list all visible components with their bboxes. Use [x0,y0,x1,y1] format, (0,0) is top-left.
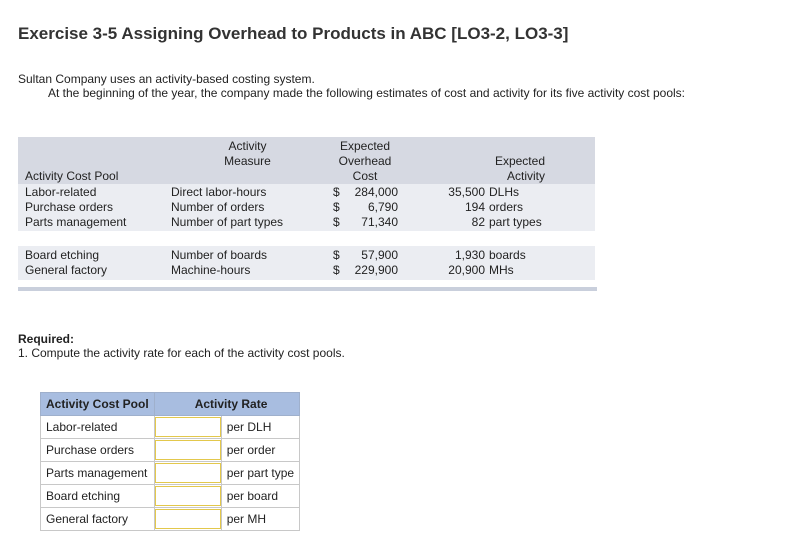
estimates-bottom-rule [18,287,597,291]
header-activity-measure: Activity Measure [224,139,271,168]
answer-header-rate: Activity Rate [154,393,299,416]
rate-input-board-etching[interactable] [155,486,221,506]
row-pool: Board etching [25,248,100,262]
intro-line-1: Sultan Company uses an activity-based costing system. [18,72,315,86]
row-measure: Machine-hours [171,263,251,277]
row-pool: General factory [25,263,108,277]
row-unit: MHs [489,263,514,277]
row-measure: Number of boards [171,248,268,262]
required-label: Required: [18,332,75,346]
row-unit: orders [489,200,524,214]
rate-unit: per DLH [221,416,299,439]
row-cost: 284,000 [354,185,398,199]
header-expected-activity: Expected Activity [494,154,545,183]
row-unit: DLHs [489,185,520,199]
row-cost: 229,900 [354,263,398,277]
row-measure: Number of part types [171,215,284,229]
rate-input-purchase-orders[interactable] [155,440,221,460]
rate-unit: per part type [221,462,299,485]
answer-pool-label: Labor-related [41,416,155,439]
answer-header-pool: Activity Cost Pool [41,393,155,416]
rate-input-general-factory[interactable] [155,509,221,529]
row-qty: 82 [471,215,485,229]
answer-pool-label: Parts management [41,462,155,485]
answer-row [41,508,300,531]
row-cost: 6,790 [367,200,398,214]
row-pool: Parts management [25,215,127,229]
row-currency: $ [333,215,340,229]
required-section [18,332,345,360]
header-activity-cost-pool: Activity Cost Pool [25,169,119,183]
intro-text [18,72,718,100]
header-expected-overhead: Expected Overhead Cost [338,139,392,183]
rate-unit: per order [221,439,299,462]
row-measure: Direct labor-hours [171,185,267,199]
answer-pool-label: General factory [41,508,155,531]
answer-row [41,439,300,462]
row-pool: Purchase orders [25,200,114,214]
rate-input-parts-management[interactable] [155,463,221,483]
row-currency: $ [333,185,340,199]
rate-unit: per board [221,485,299,508]
intro-line-2: At the beginning of the year, the company made the following estimates of cost and activity for its five activity cost pools: [48,86,685,100]
rate-input-labor-related[interactable] [155,417,221,437]
required-item-1: 1. Compute the activity rate for each of the activity cost pools. [18,346,345,360]
row-qty: 194 [464,200,485,214]
row-cost: 71,340 [361,215,398,229]
row-measure: Number of orders [171,200,265,214]
row-unit: boards [489,248,526,262]
row-qty: 1,930 [454,248,485,262]
row-currency: $ [333,200,340,214]
row-cost: 57,900 [361,248,398,262]
row-pool: Labor-related [25,185,97,199]
row-unit: part types [489,215,542,229]
rate-unit: per MH [221,508,299,531]
answer-pool-label: Purchase orders [41,439,155,462]
row-qty: 20,900 [448,263,485,277]
row-currency: $ [333,263,340,277]
row-qty: 35,500 [448,185,485,199]
answer-pool-label: Board etching [41,485,155,508]
page-title: Exercise 3-5 Assigning Overhead to Products in ABC [LO3-2, LO3-3] [18,24,569,43]
answer-row [41,416,300,439]
answer-table [40,392,300,531]
answer-row [41,485,300,508]
row-currency: $ [333,248,340,262]
answer-row [41,462,300,485]
